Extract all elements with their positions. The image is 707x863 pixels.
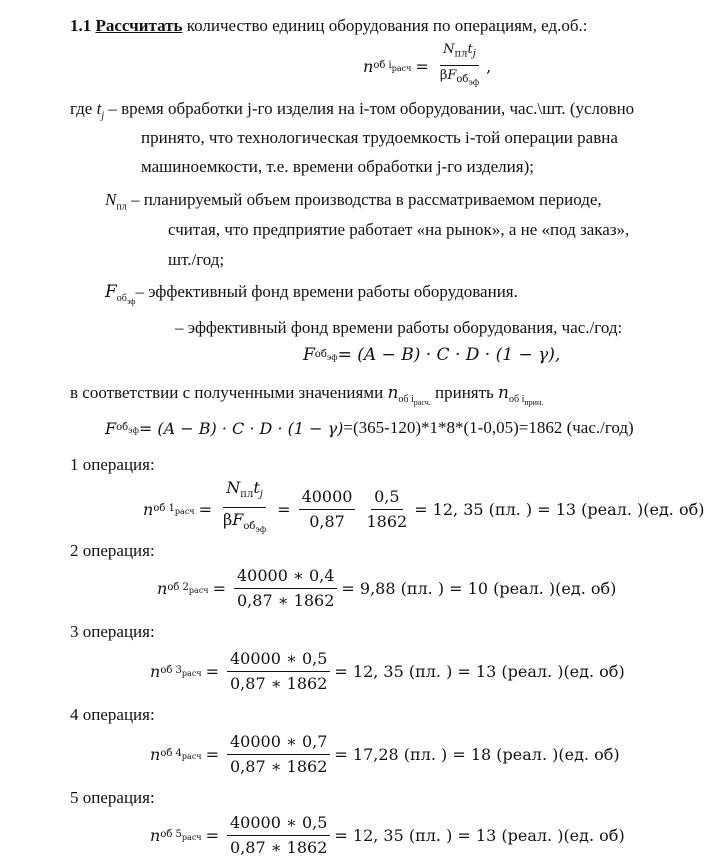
op4-result: = 17,28 (пл. ) = 18 (реал. )(ед. об)	[334, 745, 620, 764]
accordance-line	[70, 383, 543, 413]
op5-n-subsub: расч	[181, 833, 202, 842]
op3-index: 3	[175, 665, 182, 676]
accordance-n2-subsub: прин.	[524, 398, 544, 408]
frac-den-f-sub: об	[456, 74, 469, 86]
def-tj-line2: принято, что технологическая трудоемкость i-той операции равна	[141, 128, 618, 147]
op2-index: 2	[182, 582, 189, 593]
op5-formula: n об $5_{расч}$ = $\frac{40000 ∗ 0,5}{0,87 ∗ 1862}$ = 12, 35 (пл. ) = 13 (реал. )(ед. об)	[150, 813, 625, 857]
main-fraction	[437, 42, 482, 91]
main-formula: n об $i_{расч}$ = $\frac{N_{пл}t_j}{\beta F_{об_{эф}}}$ ,	[363, 42, 491, 91]
op1-result: = 12, 35 (пл. ) = 13 (реал. )(ед. об)	[414, 499, 705, 519]
op3-n-sub: об	[160, 665, 176, 676]
op1-n-subsub: расч	[174, 506, 195, 516]
op1-n-sub: об	[153, 502, 169, 514]
f-formula-lhs-subsub: эф	[326, 352, 338, 362]
frac-num-t: t	[467, 42, 473, 57]
f-calc-lhs-sub: об	[116, 421, 129, 433]
op1-frac1-t-sub: j	[259, 489, 263, 501]
accordance-n1: n	[387, 383, 399, 403]
accordance-n1-sub: об i	[398, 394, 414, 406]
op1-frac-numeric1	[299, 487, 356, 532]
accordance-n2-sub: об i	[509, 394, 525, 406]
op2-den: 0,87 ∗ 1862	[237, 591, 335, 610]
op4-index: 4	[175, 748, 182, 759]
accordance-n2: n	[498, 383, 509, 403]
op1-frac1-f-sub: об	[243, 521, 256, 533]
op1-frac-symbolic	[220, 478, 269, 540]
def-prefix: где	[70, 99, 97, 118]
op2-label: 2 операция:	[70, 541, 155, 560]
op1-n: n	[143, 499, 154, 519]
section-heading-text: количество единиц оборудования по операциям, ед.об.:	[182, 16, 588, 35]
op1-frac1-f: F	[232, 510, 244, 530]
frac-num-t-sub: j	[472, 48, 476, 60]
f-formula-lhs-sub: об	[314, 348, 327, 360]
section-emphasis: Рассчитать	[95, 16, 183, 35]
op1-index: 1	[168, 502, 175, 514]
def-f-symbol-subsub: эф	[126, 297, 136, 307]
op3-num: 40000 ∗ 0,5	[227, 649, 330, 672]
accordance-text2: принять	[430, 383, 499, 402]
def-f-line	[105, 282, 518, 312]
def-npl-line3: шт./год;	[168, 250, 225, 269]
op5-label: 5 операция:	[70, 788, 155, 807]
op3-n-subsub: расч	[181, 669, 202, 678]
op4-n-subsub: расч	[181, 752, 202, 761]
def-npl-symbol-sub: пл	[116, 201, 127, 213]
op1-frac3-num: 0,5	[371, 487, 402, 510]
op2-result: = 9,88 (пл. ) = 10 (реал. )(ед. об)	[341, 579, 617, 598]
def-npl-line2: считая, что предприятие работает «на рынок», а не «под заказ»,	[168, 220, 630, 239]
op4-label: 4 операция:	[70, 705, 155, 724]
op5-fraction	[227, 813, 330, 858]
def-npl-symbol: N	[105, 190, 117, 209]
op4-n: n	[150, 745, 161, 764]
frac-den-f-subsub: эф	[468, 78, 480, 88]
op5-n: n	[150, 826, 161, 845]
op1-frac2-num: 40000	[299, 487, 356, 510]
op1-frac1-t: t	[253, 478, 260, 497]
op2-n-sub: об	[167, 582, 183, 593]
op1-frac2-den: 0,87	[309, 511, 345, 531]
formula-n: n	[363, 57, 374, 77]
op2-formula: n об $2_{расч}$ = $\frac{40000 ∗ 0,4}{0,87 ∗ 1862}$ = 9,88 (пл. ) = 10 (реал. )(ед. об)	[157, 566, 617, 610]
formula-n-sub: об i	[373, 60, 392, 72]
op5-num: 40000 ∗ 0,5	[227, 813, 330, 836]
op2-fraction	[234, 566, 337, 611]
def-tj-text: – время обработки j-го изделия на i-том оборудовании, час.\шт. (условно	[104, 99, 635, 118]
op3-label: 3 операция:	[70, 622, 155, 641]
def-tj-symbol-sub: j	[101, 110, 105, 122]
op2-n-subsub: расч	[188, 586, 209, 595]
op1-frac1-n: N	[226, 478, 241, 497]
op1-formula: n об $1_{расч}$ = $\frac{N_{пл}t_j}{\beta F_{об_{эф}}}$ = $\frac{40000}{0,87}$ $\frac{0,5}{1862}$ = 12, 35 (пл. ) = 13 (реал. )(ед. об)	[143, 478, 704, 540]
op1-frac-numeric2	[363, 487, 410, 532]
def-tj-symbol: t	[96, 99, 102, 118]
op5-index: 5	[175, 829, 182, 840]
section-heading	[70, 16, 588, 36]
op5-den: 0,87 ∗ 1862	[230, 838, 328, 857]
def-tj-line3: машиноемкости, т.е. времени обработки j-го изделия);	[141, 157, 534, 176]
f-calc-rhs-math: = (A − B) · C · D · (1 − γ)	[138, 418, 344, 438]
f-calc-lhs-subsub: эф	[128, 425, 139, 435]
formula-comma: ,	[486, 57, 492, 77]
op2-n: n	[157, 579, 168, 598]
frac-den-beta: β	[439, 67, 448, 83]
def-f-symbol-sub: об	[116, 293, 127, 305]
f-calc-lhs: F	[105, 418, 117, 438]
f-calc-rhs-text: =(365-120)*1*8*(1-0,05)=1862 (час./год)	[343, 418, 634, 437]
op4-formula: n об $4_{расч}$ = $\frac{40000 ∗ 0,7}{0,87 ∗ 1862}$ = 17,28 (пл. ) = 18 (реал. )(ед. об)	[150, 732, 620, 776]
op5-result: = 12, 35 (пл. ) = 13 (реал. )(ед. об)	[334, 826, 625, 845]
formula-n-subsub: расч	[391, 64, 412, 74]
def-npl-text: – планируемый объем производства в рассматриваемом периоде,	[126, 190, 602, 209]
op1-frac3-den: 1862	[366, 511, 408, 531]
section-number: 1.1	[70, 16, 92, 35]
op3-result: = 12, 35 (пл. ) = 13 (реал. )(ед. об)	[334, 662, 625, 681]
op1-label: 1 операция:	[70, 455, 155, 474]
def-tj-line1	[70, 99, 634, 126]
f-formula-rhs: = (A − B) · C · D · (1 − γ),	[337, 345, 561, 365]
op3-den: 0,87 ∗ 1862	[230, 674, 328, 693]
frac-num-n-sub: пл	[454, 48, 468, 60]
op1-frac1-beta: β	[223, 510, 233, 530]
frac-den-f: F	[447, 67, 457, 83]
op1-frac1-n-sub: пл	[240, 489, 254, 501]
op4-num: 40000 ∗ 0,7	[227, 732, 330, 755]
op3-formula: n об $3_{расч}$ = $\frac{40000 ∗ 0,5}{0,87 ∗ 1862}$ = 12, 35 (пл. ) = 13 (реал. )(ед. об)	[150, 649, 625, 693]
def-npl-line1	[105, 190, 602, 217]
f-formula-lhs: F	[303, 345, 315, 365]
accordance-n1-subsub: расч.	[413, 398, 431, 408]
op2-num: 40000 ∗ 0,4	[234, 566, 337, 589]
op1-frac1-f-subsub: эф	[255, 525, 267, 535]
f-formula	[303, 345, 560, 365]
op5-n-sub: об	[160, 829, 176, 840]
frac-num-n: N	[443, 42, 455, 57]
accordance-text1: в соответствии с полученными значениями	[70, 383, 388, 402]
op4-den: 0,87 ∗ 1862	[230, 757, 328, 776]
f-calc-line	[105, 418, 634, 438]
def-f-line2: – эффективный фонд времени работы оборудования, час./год:	[175, 318, 623, 337]
op3-fraction	[227, 649, 330, 694]
op4-fraction	[227, 732, 330, 777]
def-f-text: – эффективный фонд времени работы оборудования.	[135, 282, 518, 301]
op3-n: n	[150, 662, 161, 681]
op4-n-sub: об	[160, 748, 176, 759]
def-f-symbol: F	[105, 282, 117, 302]
